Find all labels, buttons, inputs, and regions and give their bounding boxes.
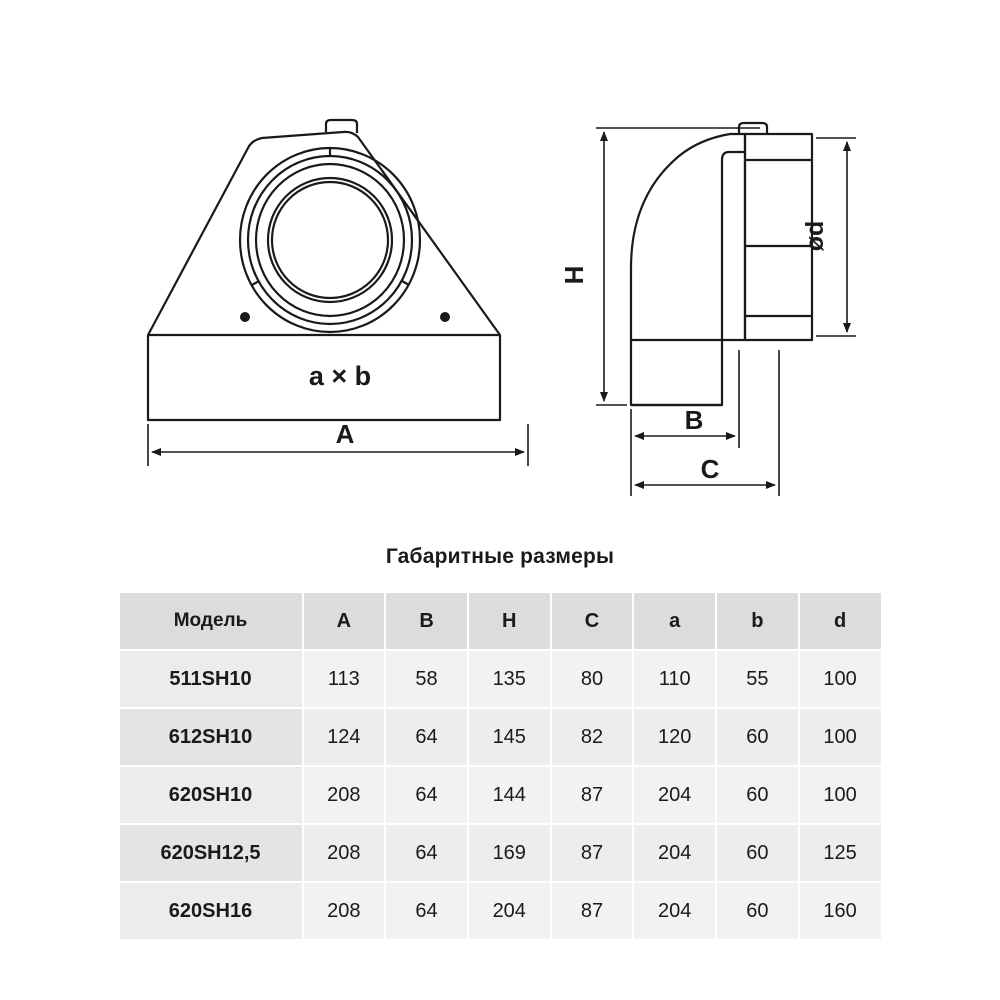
cell-b-lower: 60: [716, 708, 799, 766]
cell-a: 208: [303, 824, 386, 882]
side-view-label-c: C: [700, 454, 720, 484]
cell-d: 125: [799, 824, 882, 882]
cell-c: 87: [551, 882, 634, 940]
column-header-b-lower: b: [716, 592, 799, 650]
table-row: [119, 882, 882, 940]
column-header-c: C: [551, 592, 634, 650]
table-row: [119, 708, 882, 766]
cell-d: 160: [799, 882, 882, 940]
cell-a-lower: 120: [633, 708, 716, 766]
cell-h: 135: [468, 650, 551, 708]
front-view-label-a: A: [335, 419, 355, 449]
cell-b: 58: [385, 650, 468, 708]
table-header: [119, 592, 882, 650]
table-header-row: [119, 592, 882, 650]
cell-c: 80: [551, 650, 634, 708]
cell-h: 144: [468, 766, 551, 824]
cell-a-lower: 204: [633, 824, 716, 882]
cell-a-lower: 204: [633, 766, 716, 824]
column-header-b: B: [385, 592, 468, 650]
table-body: [119, 650, 882, 940]
cell-d: 100: [799, 766, 882, 824]
cell-a-lower: 204: [633, 882, 716, 940]
cell-b-lower: 60: [716, 766, 799, 824]
dimensions-table: [118, 591, 883, 941]
column-header-h: H: [468, 592, 551, 650]
cell-a: 113: [303, 650, 386, 708]
dimensions-section: [0, 545, 1000, 941]
cell-model: 620SH10: [119, 766, 303, 824]
cell-b: 64: [385, 766, 468, 824]
cell-b: 64: [385, 882, 468, 940]
cell-model: 612SH10: [119, 708, 303, 766]
cell-a-lower: 110: [633, 650, 716, 708]
side-view-label-d: ød: [801, 220, 829, 252]
column-header-a: A: [303, 592, 386, 650]
cell-b-lower: 60: [716, 824, 799, 882]
column-header-model: Модель: [119, 592, 303, 650]
side-view-label-b: B: [684, 405, 704, 435]
dimension-h: [596, 128, 760, 405]
cell-b-lower: 55: [716, 650, 799, 708]
cell-a: 124: [303, 708, 386, 766]
table-row: [119, 766, 882, 824]
side-view-label-h: H: [559, 265, 589, 285]
cell-b-lower: 60: [716, 882, 799, 940]
cell-b: 64: [385, 824, 468, 882]
table-title: Габаритные размеры: [385, 545, 615, 568]
cell-h: 204: [468, 882, 551, 940]
cell-d: 100: [799, 650, 882, 708]
cell-model: 511SH10: [119, 650, 303, 708]
table-row: [119, 824, 882, 882]
cell-h: 169: [468, 824, 551, 882]
column-header-a-lower: a: [633, 592, 716, 650]
cell-a: 208: [303, 766, 386, 824]
cell-b: 64: [385, 708, 468, 766]
column-header-d: d: [799, 592, 882, 650]
side-view-graphic: [631, 123, 812, 405]
cell-c: 82: [551, 708, 634, 766]
cell-model: 620SH16: [119, 882, 303, 940]
cell-c: 87: [551, 766, 634, 824]
cell-model: 620SH12,5: [119, 824, 303, 882]
cell-h: 145: [468, 708, 551, 766]
front-view-label-ab: a × b: [308, 361, 372, 391]
table-row: [119, 650, 882, 708]
cell-a: 208: [303, 882, 386, 940]
cell-c: 87: [551, 824, 634, 882]
cell-d: 100: [799, 708, 882, 766]
